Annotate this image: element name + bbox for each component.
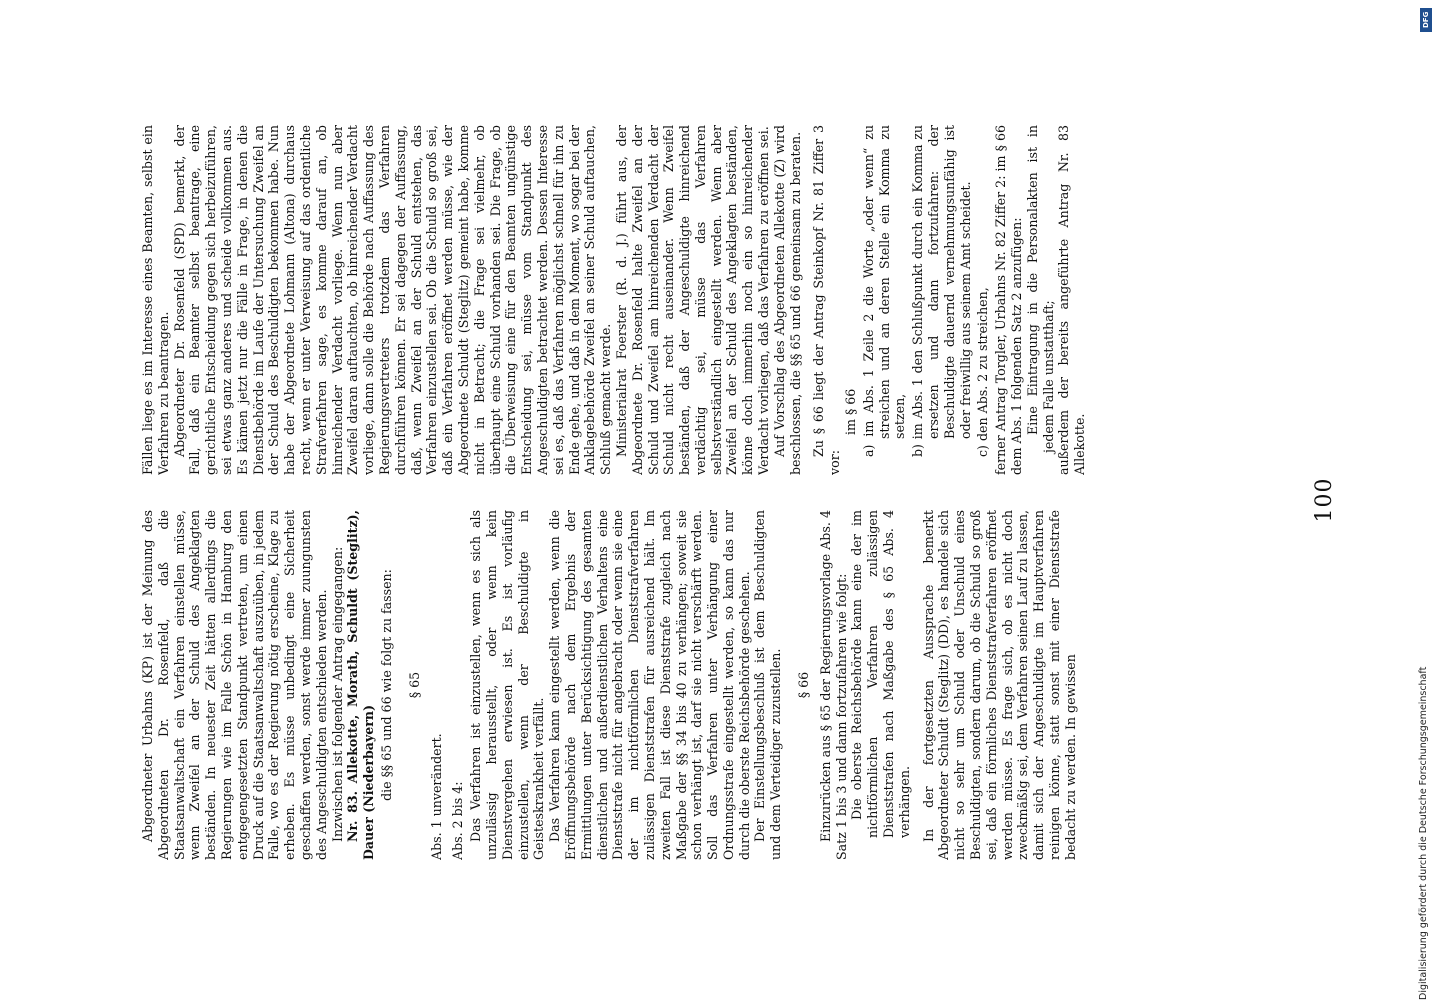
paragraph: Fällen liege es im Interesse eines Beamten, selbst ein Verfahren zu beantragen.: [140, 125, 171, 475]
paragraph: Das Verfahren ist einzustellen, wenn es sich als unzulässig herausstellt, oder wenn kein Dienstvergehen erwiesen ist. Es ist vorläufig einzustellen, wenn der Beschuldigte in Geisteskrankheit verfällt.: [468, 510, 547, 860]
paragraph: Zu § 66 liegt der Antrag Steinkopf Nr. 81 Ziffer 3 vor:: [811, 125, 843, 475]
motion-heading: Nr. 83. Allekotte, Morath, Schuldt (Steglitz), Dauer (Niederbayern): [345, 510, 377, 860]
paragraph: Eine Eintragung in die Personalakten ist in jedem Falle unstatthaft;: [1024, 125, 1056, 453]
paragraph: ferner Antrag Torgler, Urbahns Nr. 82 Ziffer 2: im § 66 dem Abs. 1 folgenden Satz 2 anzufügen:: [993, 125, 1025, 475]
paragraph: Abgeordneter Dr. Rosenfeld (SPD) bemerkt, der Fall, daß ein Beamter selbst beantrage, eine gerichtliche Entscheidung gegen sich herbeizuführen, sei etwas ganz anderes und scheide vollkommen aus. Es kämen jetzt nur die Fälle in Frage, in denen die Dienstbehörde im Laufe der Untersuchung Zweifel an der Schuld des Beschuldigten bekommen habe. Nun habe der Abgeordnete Lohmann (Altona) durchaus recht, wenn er unter Verweisung auf das ordentliche Strafverfahren sage, es komme darauf an, ob hinreichender Verdacht vorliege. Wenn nun aber Zweifel daran auftauchten, ob hinreichender Verdacht vorliege, dann solle die Behörde nach Auffassung des Regierungsvertreters trotzdem das Verfahren durchführen können. Er sei dagegen der Auffassung, daß, wenn Zweifel an der Schuld entstehen, das Verfahren einzustellen sei. Ob die Schuld so groß sei, daß ein Verfahren eröffnet werden müsse, wie der Abgeordnete Schuldt (Steglitz) gemeint habe, komme nicht in Betracht; die Frage sei vielmehr, ob überhaupt eine Schuld vorhanden sei. Die Frage, ob die Überweisung eine für den Beamten ungünstige Entscheidung sei, müsse vom Standpunkt des Angeschuldigten betrachtet werden. Dessen Interesse sei es, daß das Verfahren möglichst schnell für ihn zu Ende gehe, und daß in dem Moment, wo sogar bei der Anklagebehörde Zweifel an seiner Schuld auftauchen, Schluß gemacht werde.: [171, 125, 614, 475]
left-text-column: [140, 510, 1290, 860]
digitization-credit: [1417, 10, 1431, 1000]
list-item: c) den Abs. 2 zu streichen,: [975, 287, 991, 457]
list-item: b) im Abs. 1 den Schlußpunkt durch ein Komma zu ersetzen und dann fortzufahren: der Beschuldigte dauernd vernehmungsunfähig ist oder freiwillig aus seinem Amt scheidet.: [910, 125, 973, 457]
paragraph: Die oberste Reichsbehörde kann eine der im nichtförmlichen Verfahren zulässigen Dienststrafen nach Maßgabe des § 65 Abs. 4 verhängen.: [849, 510, 912, 838]
paragraph: Auf Vorschlag des Abgeordneten Allekotte (Z) wird beschlossen, die §§ 65 und 66 gemeinsam zu beraten.: [771, 125, 803, 475]
paragraph: außerdem der bereits angeführte Antrag Nr. 83 Allekotte.: [1056, 125, 1088, 475]
paragraph: Der Einstellungsbeschluß ist dem Beschuldigten und dem Verteidiger zuzustellen.: [752, 510, 784, 860]
paragraph: Einzurücken aus § 65 der Regierungsvorlage Abs. 4 Satz 1 bis 3 und dann fortzufahren wie folgt:: [817, 510, 849, 860]
paragraph: Abgeordneter Urbahns (KP) ist der Meinung des Abgeordneten Dr. Rosenfeld, daß die Staatsanwaltschaft ein Verfahren einstellen müsse, wenn Zweifel an der Schuld des Angeklagten beständen. In neuester Zeit hätten allerdings die Regierungen wie im Falle Schön in Hamburg den entgegengesetzten Standpunkt vertreten, um einen Druck auf die Staatsanwaltschaft auszuüben, in jedem Falle, wo es der Regierung nötig erscheine, Klage zu erheben. Es müsse unbedingt eine Sicherheit geschaffen werden, sonst werde immer zuungunsten des Angeschuldigten entschieden werden.: [140, 510, 329, 860]
section-heading-65: § 65: [406, 671, 422, 699]
paragraph: Inzwischen ist folgender Antrag eingegangen:: [329, 546, 345, 842]
paragraph: die §§ 65 und 66 wie folgt zu fassen:: [378, 569, 394, 801]
subsection-label: Abs. 1 unverändert.: [428, 733, 444, 860]
paragraph: Das Verfahren kann eingestellt werden, wenn die Eröffnungsbehörde nach dem Ergebnis der Ermittlungen unter Berücksichtigung des gesamten dienstlichen und außerdienstlichen Verhaltens eine Dienststrafe nicht für angebracht oder wenn sie eine der im nichtförmlichen Dienststrafverfahren zulässigen Dienststrafen für ausreichend hält. Im zweiten Fall ist diese Dienststrafe zugleich nach Maßgabe der §§ 34 bis 40 zu verhängen; soweit sie schon verhängt ist, darf sie nicht verschärft werden. Soll das Verfahren unter Verhängung einer Ordnungsstrafe eingestellt werden, so kann das nur durch die oberste Reichsbehörde geschehen.: [547, 510, 752, 860]
paragraph: Ministerialrat Foerster (R. d. J.) führt aus, der Abgeordnete Dr. Rosenfeld halte Zweifel an der Schuld und Zweifel am hinreichenden Verdacht der Schuld nicht recht auseinander. Wenn Zweifel beständen, daß der Angeschuldigte hinreichend verdächtig sei, müsse das Verfahren selbstverständlich eingestellt werden. Wenn aber Zweifel an der Schuld des Angeklagten beständen, könne doch immerhin noch ein so hinreichender Verdacht vorliegen, daß das Verfahren zu eröffnen sei.: [613, 125, 772, 475]
list-item: a) im Abs. 1 Zeile 2 die Worte „oder wenn“ zu streichen und an deren Stelle ein Komma zu setzen,: [860, 125, 908, 457]
right-text-column: [140, 125, 1290, 475]
credit-text: Digitalisierung gefördert durch die Deutsche Forschungsgemeinschaft: [1418, 666, 1429, 1000]
section-heading-66: § 66: [796, 671, 812, 699]
subsection-label: Abs. 2 bis 4:: [450, 781, 466, 860]
paragraph: im § 66: [843, 388, 859, 435]
page-number: 100: [1312, 477, 1337, 523]
paragraph: In der fortgesetzten Aussprache bemerkt Abgeordneter Schuldt (Steglitz) (DD), es handele sich nicht so sehr um Schuld oder Unschuld eines Beschuldigten, sondern darum, ob die Schuld so groß sei, daß ein förmliches Dienststrafverfahren eröffnet werden müsse. Es frage sich, ob es nicht doch zweckmäßig sei, dem Verfahren seinen Lauf zu lassen, damit sich der Angeschuldigte im Hauptverfahren reinigen könne, statt sonst mit einer Dienststrafe bedacht zu werden. In gewissen: [920, 510, 1078, 860]
dfg-logo: DFG: [1420, 8, 1432, 32]
